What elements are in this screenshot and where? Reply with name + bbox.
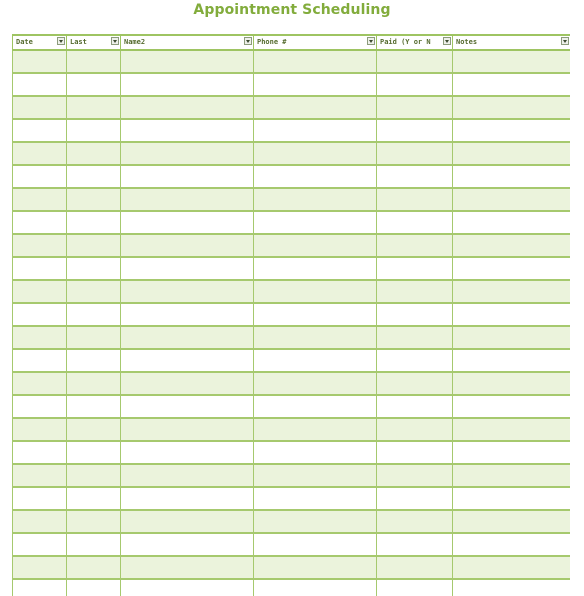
cell-name[interactable] [121, 50, 254, 73]
cell-paid[interactable] [377, 280, 453, 303]
cell-notes[interactable] [453, 418, 571, 441]
cell-date[interactable] [13, 510, 67, 533]
cell-phone[interactable] [254, 510, 377, 533]
cell-phone[interactable] [254, 96, 377, 119]
cell-name[interactable] [121, 533, 254, 556]
cell-name[interactable] [121, 188, 254, 211]
table-row [13, 165, 571, 188]
cell-paid[interactable] [377, 188, 453, 211]
table-row [13, 418, 571, 441]
table-row [13, 579, 571, 596]
cell-paid[interactable] [377, 395, 453, 418]
cell-name[interactable] [121, 119, 254, 142]
cell-name[interactable] [121, 372, 254, 395]
cell-name[interactable] [121, 395, 254, 418]
cell-notes[interactable] [453, 326, 571, 349]
cell-phone[interactable] [254, 395, 377, 418]
cell-name[interactable] [121, 165, 254, 188]
cell-date[interactable] [13, 487, 67, 510]
chevron-down-icon[interactable] [443, 37, 451, 45]
cell-name[interactable] [121, 142, 254, 165]
cell-paid[interactable] [377, 303, 453, 326]
cell-paid[interactable] [377, 418, 453, 441]
cell-paid[interactable] [377, 441, 453, 464]
chevron-down-icon[interactable] [57, 37, 65, 45]
cell-phone[interactable] [254, 50, 377, 73]
table-row [13, 257, 571, 280]
cell-phone[interactable] [254, 326, 377, 349]
cell-date[interactable] [13, 96, 67, 119]
cell-name[interactable] [121, 234, 254, 257]
cell-notes[interactable] [453, 280, 571, 303]
cell-phone[interactable] [254, 234, 377, 257]
cell-notes[interactable] [453, 188, 571, 211]
cell-date[interactable] [13, 372, 67, 395]
table-row [13, 142, 571, 165]
cell-last[interactable] [67, 556, 121, 579]
table-row [13, 326, 571, 349]
cell-name[interactable] [121, 556, 254, 579]
cell-name[interactable] [121, 211, 254, 234]
cell-phone[interactable] [254, 303, 377, 326]
table-row [13, 372, 571, 395]
cell-paid[interactable] [377, 165, 453, 188]
cell-paid[interactable] [377, 556, 453, 579]
cell-paid[interactable] [377, 326, 453, 349]
cell-date[interactable] [13, 579, 67, 596]
cell-date[interactable] [13, 165, 67, 188]
cell-date[interactable] [13, 73, 67, 96]
cell-name[interactable] [121, 349, 254, 372]
cell-notes[interactable] [453, 73, 571, 96]
cell-last[interactable] [67, 372, 121, 395]
cell-name[interactable] [121, 280, 254, 303]
column-header-label: Notes [456, 38, 478, 46]
table-row [13, 487, 571, 510]
cell-notes[interactable] [453, 257, 571, 280]
cell-date[interactable] [13, 50, 67, 73]
chevron-down-icon[interactable] [244, 37, 252, 45]
cell-date[interactable] [13, 280, 67, 303]
cell-last[interactable] [67, 234, 121, 257]
cell-last[interactable] [67, 96, 121, 119]
cell-last[interactable] [67, 211, 121, 234]
cell-last[interactable] [67, 119, 121, 142]
cell-notes[interactable] [453, 211, 571, 234]
cell-paid[interactable] [377, 73, 453, 96]
cell-name[interactable] [121, 464, 254, 487]
cell-last[interactable] [67, 579, 121, 596]
cell-last[interactable] [67, 280, 121, 303]
table-row [13, 303, 571, 326]
cell-date[interactable] [13, 326, 67, 349]
cell-phone[interactable] [254, 211, 377, 234]
cell-phone[interactable] [254, 556, 377, 579]
cell-last[interactable] [67, 441, 121, 464]
cell-paid[interactable] [377, 372, 453, 395]
cell-paid[interactable] [377, 349, 453, 372]
cell-notes[interactable] [453, 372, 571, 395]
cell-name[interactable] [121, 326, 254, 349]
cell-last[interactable] [67, 326, 121, 349]
cell-paid[interactable] [377, 510, 453, 533]
table-row [13, 73, 571, 96]
cell-last[interactable] [67, 257, 121, 280]
cell-name[interactable] [121, 73, 254, 96]
table-row [13, 441, 571, 464]
table-row [13, 533, 571, 556]
table-row [13, 510, 571, 533]
cell-name[interactable] [121, 441, 254, 464]
cell-notes[interactable] [453, 165, 571, 188]
cell-paid[interactable] [377, 211, 453, 234]
cell-phone[interactable] [254, 73, 377, 96]
cell-paid[interactable] [377, 96, 453, 119]
column-header-label: Paid (Y or N [380, 38, 431, 46]
cell-notes[interactable] [453, 349, 571, 372]
cell-last[interactable] [67, 487, 121, 510]
cell-notes[interactable] [453, 533, 571, 556]
cell-date[interactable] [13, 556, 67, 579]
column-header-phone [254, 35, 377, 50]
cell-paid[interactable] [377, 142, 453, 165]
cell-phone[interactable] [254, 487, 377, 510]
chevron-down-icon[interactable] [367, 37, 375, 45]
cell-notes[interactable] [453, 487, 571, 510]
table-row [13, 188, 571, 211]
cell-phone[interactable] [254, 257, 377, 280]
cell-phone[interactable] [254, 372, 377, 395]
cell-notes[interactable] [453, 142, 571, 165]
cell-last[interactable] [67, 395, 121, 418]
table-row [13, 349, 571, 372]
cell-paid[interactable] [377, 464, 453, 487]
cell-paid[interactable] [377, 533, 453, 556]
cell-notes[interactable] [453, 441, 571, 464]
cell-date[interactable] [13, 142, 67, 165]
cell-name[interactable] [121, 96, 254, 119]
cell-phone[interactable] [254, 188, 377, 211]
chevron-down-icon[interactable] [561, 37, 569, 45]
appointment-table [12, 34, 570, 596]
cell-date[interactable] [13, 211, 67, 234]
cell-name[interactable] [121, 579, 254, 596]
column-header-last [67, 35, 121, 50]
table-row [13, 119, 571, 142]
cell-name[interactable] [121, 303, 254, 326]
table-row [13, 50, 571, 73]
table-row [13, 556, 571, 579]
cell-last[interactable] [67, 73, 121, 96]
cell-last[interactable] [67, 142, 121, 165]
cell-date[interactable] [13, 441, 67, 464]
cell-notes[interactable] [453, 50, 571, 73]
column-header-label: Phone # [257, 38, 287, 46]
cell-notes[interactable] [453, 395, 571, 418]
cell-date[interactable] [13, 464, 67, 487]
cell-notes[interactable] [453, 510, 571, 533]
cell-date[interactable] [13, 418, 67, 441]
cell-phone[interactable] [254, 349, 377, 372]
table-row [13, 395, 571, 418]
cell-notes[interactable] [453, 234, 571, 257]
cell-paid[interactable] [377, 257, 453, 280]
cell-phone[interactable] [254, 418, 377, 441]
column-header-label: Date [16, 38, 33, 46]
column-header-name [121, 35, 254, 50]
table-row [13, 211, 571, 234]
cell-paid[interactable] [377, 579, 453, 596]
table-row [13, 234, 571, 257]
cell-phone[interactable] [254, 142, 377, 165]
cell-paid[interactable] [377, 234, 453, 257]
cell-notes[interactable] [453, 464, 571, 487]
column-header-label: Last [70, 38, 87, 46]
cell-date[interactable] [13, 257, 67, 280]
cell-last[interactable] [67, 533, 121, 556]
cell-date[interactable] [13, 303, 67, 326]
cell-paid[interactable] [377, 50, 453, 73]
cell-name[interactable] [121, 418, 254, 441]
cell-last[interactable] [67, 50, 121, 73]
cell-date[interactable] [13, 533, 67, 556]
cell-phone[interactable] [254, 441, 377, 464]
cell-date[interactable] [13, 119, 67, 142]
cell-last[interactable] [67, 464, 121, 487]
cell-notes[interactable] [453, 119, 571, 142]
cell-date[interactable] [13, 349, 67, 372]
cell-paid[interactable] [377, 487, 453, 510]
cell-phone[interactable] [254, 533, 377, 556]
cell-notes[interactable] [453, 303, 571, 326]
table-row [13, 280, 571, 303]
cell-paid[interactable] [377, 119, 453, 142]
cell-name[interactable] [121, 510, 254, 533]
cell-date[interactable] [13, 188, 67, 211]
chevron-down-icon[interactable] [111, 37, 119, 45]
appointment-table-container [12, 34, 570, 596]
cell-last[interactable] [67, 418, 121, 441]
cell-notes[interactable] [453, 96, 571, 119]
cell-last[interactable] [67, 303, 121, 326]
cell-notes[interactable] [453, 579, 571, 596]
column-header-notes [453, 35, 571, 50]
cell-notes[interactable] [453, 556, 571, 579]
cell-phone[interactable] [254, 165, 377, 188]
cell-date[interactable] [13, 395, 67, 418]
cell-last[interactable] [67, 349, 121, 372]
cell-date[interactable] [13, 234, 67, 257]
column-header-date [13, 35, 67, 50]
cell-last[interactable] [67, 165, 121, 188]
cell-name[interactable] [121, 487, 254, 510]
cell-phone[interactable] [254, 119, 377, 142]
column-header-label: Name2 [124, 38, 146, 46]
column-header-paid [377, 35, 453, 50]
header-row [13, 35, 571, 50]
page-title: Appointment Scheduling [193, 2, 391, 18]
cell-last[interactable] [67, 188, 121, 211]
table-row [13, 96, 571, 119]
cell-phone[interactable] [254, 280, 377, 303]
table-row [13, 464, 571, 487]
cell-name[interactable] [121, 257, 254, 280]
cell-phone[interactable] [254, 464, 377, 487]
table-body [13, 50, 571, 596]
cell-phone[interactable] [254, 579, 377, 596]
cell-last[interactable] [67, 510, 121, 533]
